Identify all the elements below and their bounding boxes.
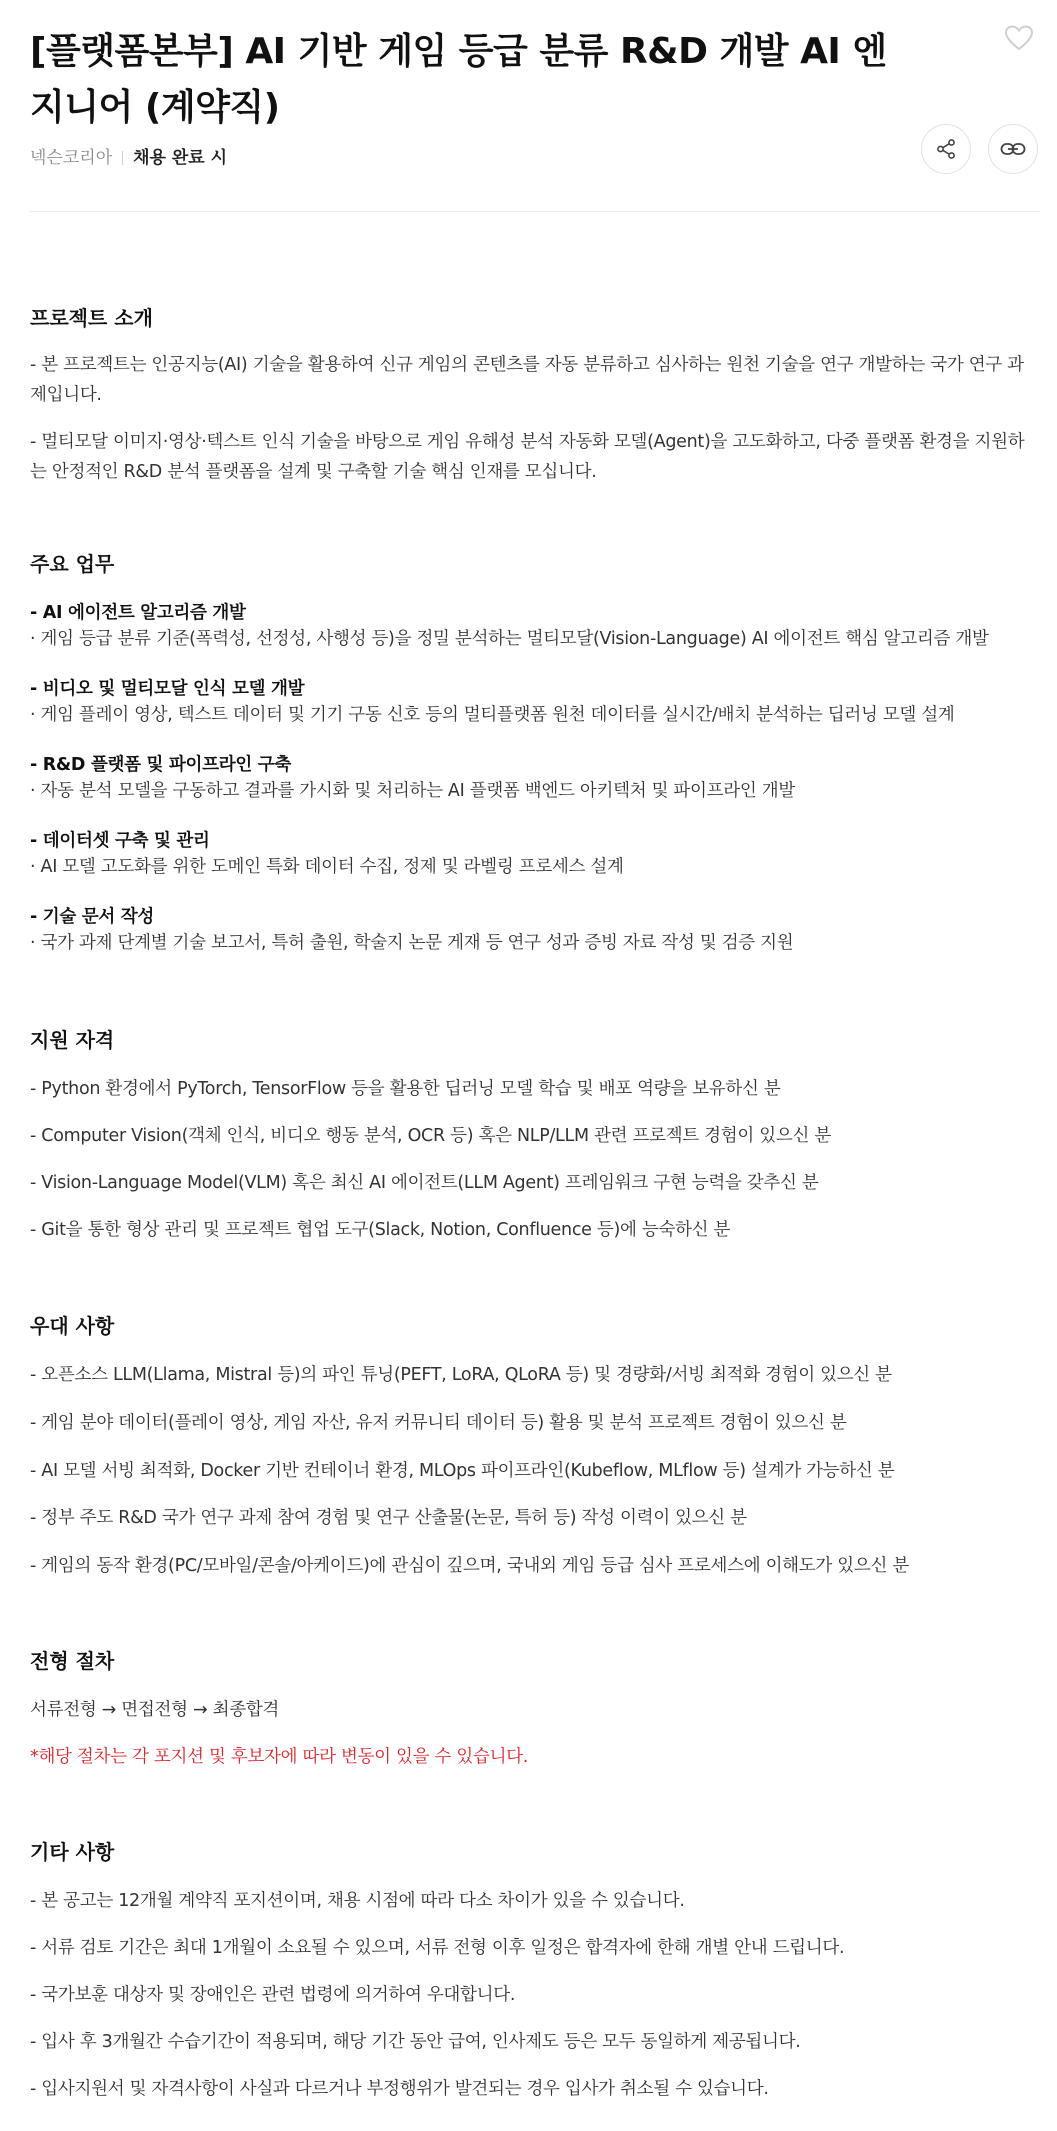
- share-button[interactable]: [921, 124, 971, 174]
- duty-title: - 비디오 및 멀티모달 인식 모델 개발: [30, 679, 305, 699]
- duty-title: - R&D 플랫폼 및 파이프라인 구축: [30, 755, 291, 775]
- qualification-item: - Git을 통한 형상 관리 및 프로젝트 협업 도구(Slack, Notion, Confluence 등)에 능숙하신 분: [30, 1220, 731, 1240]
- etc-item: - 입사지원서 및 자격사항이 사실과 다르거나 부정행위가 발견되는 경우 입사가 취소될 수 있습니다.: [30, 2079, 769, 2099]
- etc-item: - 입사 후 3개월간 수습기간이 적용되며, 해당 기간 동안 급여, 인사제도 등은 모두 동일하게 제공됩니다.: [30, 2032, 801, 2052]
- link-icon: [999, 137, 1027, 161]
- duty-title: - AI 에이전트 알고리즘 개발: [30, 603, 246, 623]
- duty-description: · 자동 분석 모델을 구동하고 결과를 가시화 및 처리하는 AI 플랫폼 백엔드 아키텍처 및 파이프라인 개발: [30, 781, 795, 801]
- intro-paragraph-1: - 본 프로젝트는 인공지능(AI) 기술을 활용하여 신규 게임의 콘텐츠를 자동 분류하고 심사하는 원천 기술을 연구 개발하는 국가 연구 과제입니다.: [30, 355, 1024, 405]
- duty-description: · 국가 과제 단계별 기술 보고서, 특허 출원, 학술지 논문 게재 등 연구 성과 증빙 자료 작성 및 검증 지원: [30, 933, 794, 953]
- heart-outline-icon: [1004, 24, 1034, 52]
- preferred-item: - 정부 주도 R&D 국가 연구 과제 참여 경험 및 연구 산출물(논문, 특허 등) 작성 이력이 있으신 분: [30, 1508, 747, 1528]
- qualification-item: - Vision-Language Model(VLM) 혹은 최신 AI 에이전트(LLM Agent) 프레임워크 구현 능력을 갖추신 분: [30, 1173, 819, 1193]
- duty-title: - 데이터셋 구축 및 관리: [30, 831, 210, 851]
- qualification-item: - Python 환경에서 PyTorch, TensorFlow 등을 활용한 딥러닝 모델 학습 및 배포 역량을 보유하신 분: [30, 1079, 781, 1099]
- duty-title: - 기술 문서 작성: [30, 907, 154, 927]
- etc-item: - 본 공고는 12개월 계약직 포지션이며, 채용 시점에 따라 다소 차이가 있을 수 있습니다.: [30, 1891, 685, 1911]
- intro-paragraph-2: - 멀티모달 이미지·영상·텍스트 인식 기술을 바탕으로 게임 유해성 분석 자동화 모델(Agent)을 고도화하고, 다중 플랫폼 환경을 지원하는 안정적인 R&D 분석 플랫폼을 설계 및 구축할 기술 핵심 인재를 모십니다.: [30, 432, 1025, 482]
- process-note: *해당 절차는 각 포지션 및 후보자에 따라 변동이 있을 수 있습니다.: [30, 1747, 529, 1767]
- like-button[interactable]: [1004, 24, 1034, 52]
- preferred-item: - 게임의 동작 환경(PC/모바일/콘솔/아케이드)에 관심이 깊으며, 국내외 게임 등급 심사 프로세스에 이해도가 있으신 분: [30, 1556, 909, 1576]
- section-heading-duties: 주요 업무: [30, 552, 115, 576]
- qualification-item: - Computer Vision(객체 인식, 비디오 행동 분석, OCR 등) 혹은 NLP/LLM 관련 프로젝트 경험이 있으신 분: [30, 1126, 831, 1146]
- preferred-item: - 오픈소스 LLM(Llama, Mistral 등)의 파인 튜닝(PEFT, LoRA, QLoRA 등) 및 경량화/서빙 최적화 경험이 있으신 분: [30, 1365, 892, 1385]
- page-title: [플랫폼본부] AI 기반 게임 등급 분류 R&D 개발 AI 엔지니어 (계약직): [30, 31, 887, 128]
- copy-link-button[interactable]: [988, 124, 1038, 174]
- process-steps: 서류전형 → 면접전형 → 최종합격: [30, 1700, 280, 1720]
- section-heading-intro: 프로젝트 소개: [30, 306, 153, 330]
- company-name[interactable]: 넥슨코리아: [30, 148, 113, 168]
- meta-divider: [122, 151, 123, 165]
- section-heading-qualifications: 지원 자격: [30, 1028, 115, 1052]
- share-icon: [934, 137, 958, 161]
- duty-description: · AI 모델 고도화를 위한 도메인 특화 데이터 수집, 정제 및 라벨링 프로세스 설계: [30, 857, 624, 877]
- duty-description: · 게임 등급 분류 기준(폭력성, 선정성, 사행성 등)을 정밀 분석하는 멀티모달(Vision-Language) AI 에이전트 핵심 알고리즘 개발: [30, 629, 989, 649]
- preferred-item: - AI 모델 서빙 최적화, Docker 기반 컨테이너 환경, MLOps 파이프라인(Kubeflow, MLflow 등) 설계가 가능하신 분: [30, 1461, 895, 1481]
- duty-description: · 게임 플레이 영상, 텍스트 데이터 및 기기 구동 신호 등의 멀티플랫폼 원천 데이터를 실시간/배치 분석하는 딥러닝 모델 설계: [30, 705, 955, 725]
- posting-meta: [30, 146, 227, 170]
- section-heading-preferred: 우대 사항: [30, 1314, 115, 1338]
- preferred-item: - 게임 분야 데이터(플레이 영상, 게임 자산, 유저 커뮤니티 데이터 등) 활용 및 분석 프로젝트 경험이 있으신 분: [30, 1413, 847, 1433]
- etc-item: - 서류 검토 기간은 최대 1개월이 소요될 수 있으며, 서류 전형 이후 일정은 합격자에 한해 개별 안내 드립니다.: [30, 1938, 845, 1958]
- deadline-label: 채용 완료 시: [133, 148, 228, 168]
- section-heading-etc: 기타 사항: [30, 1840, 115, 1864]
- section-heading-process: 전형 절차: [30, 1649, 115, 1673]
- header-divider: [30, 211, 1040, 212]
- etc-item: - 국가보훈 대상자 및 장애인은 관련 법령에 의거하여 우대합니다.: [30, 1985, 516, 2005]
